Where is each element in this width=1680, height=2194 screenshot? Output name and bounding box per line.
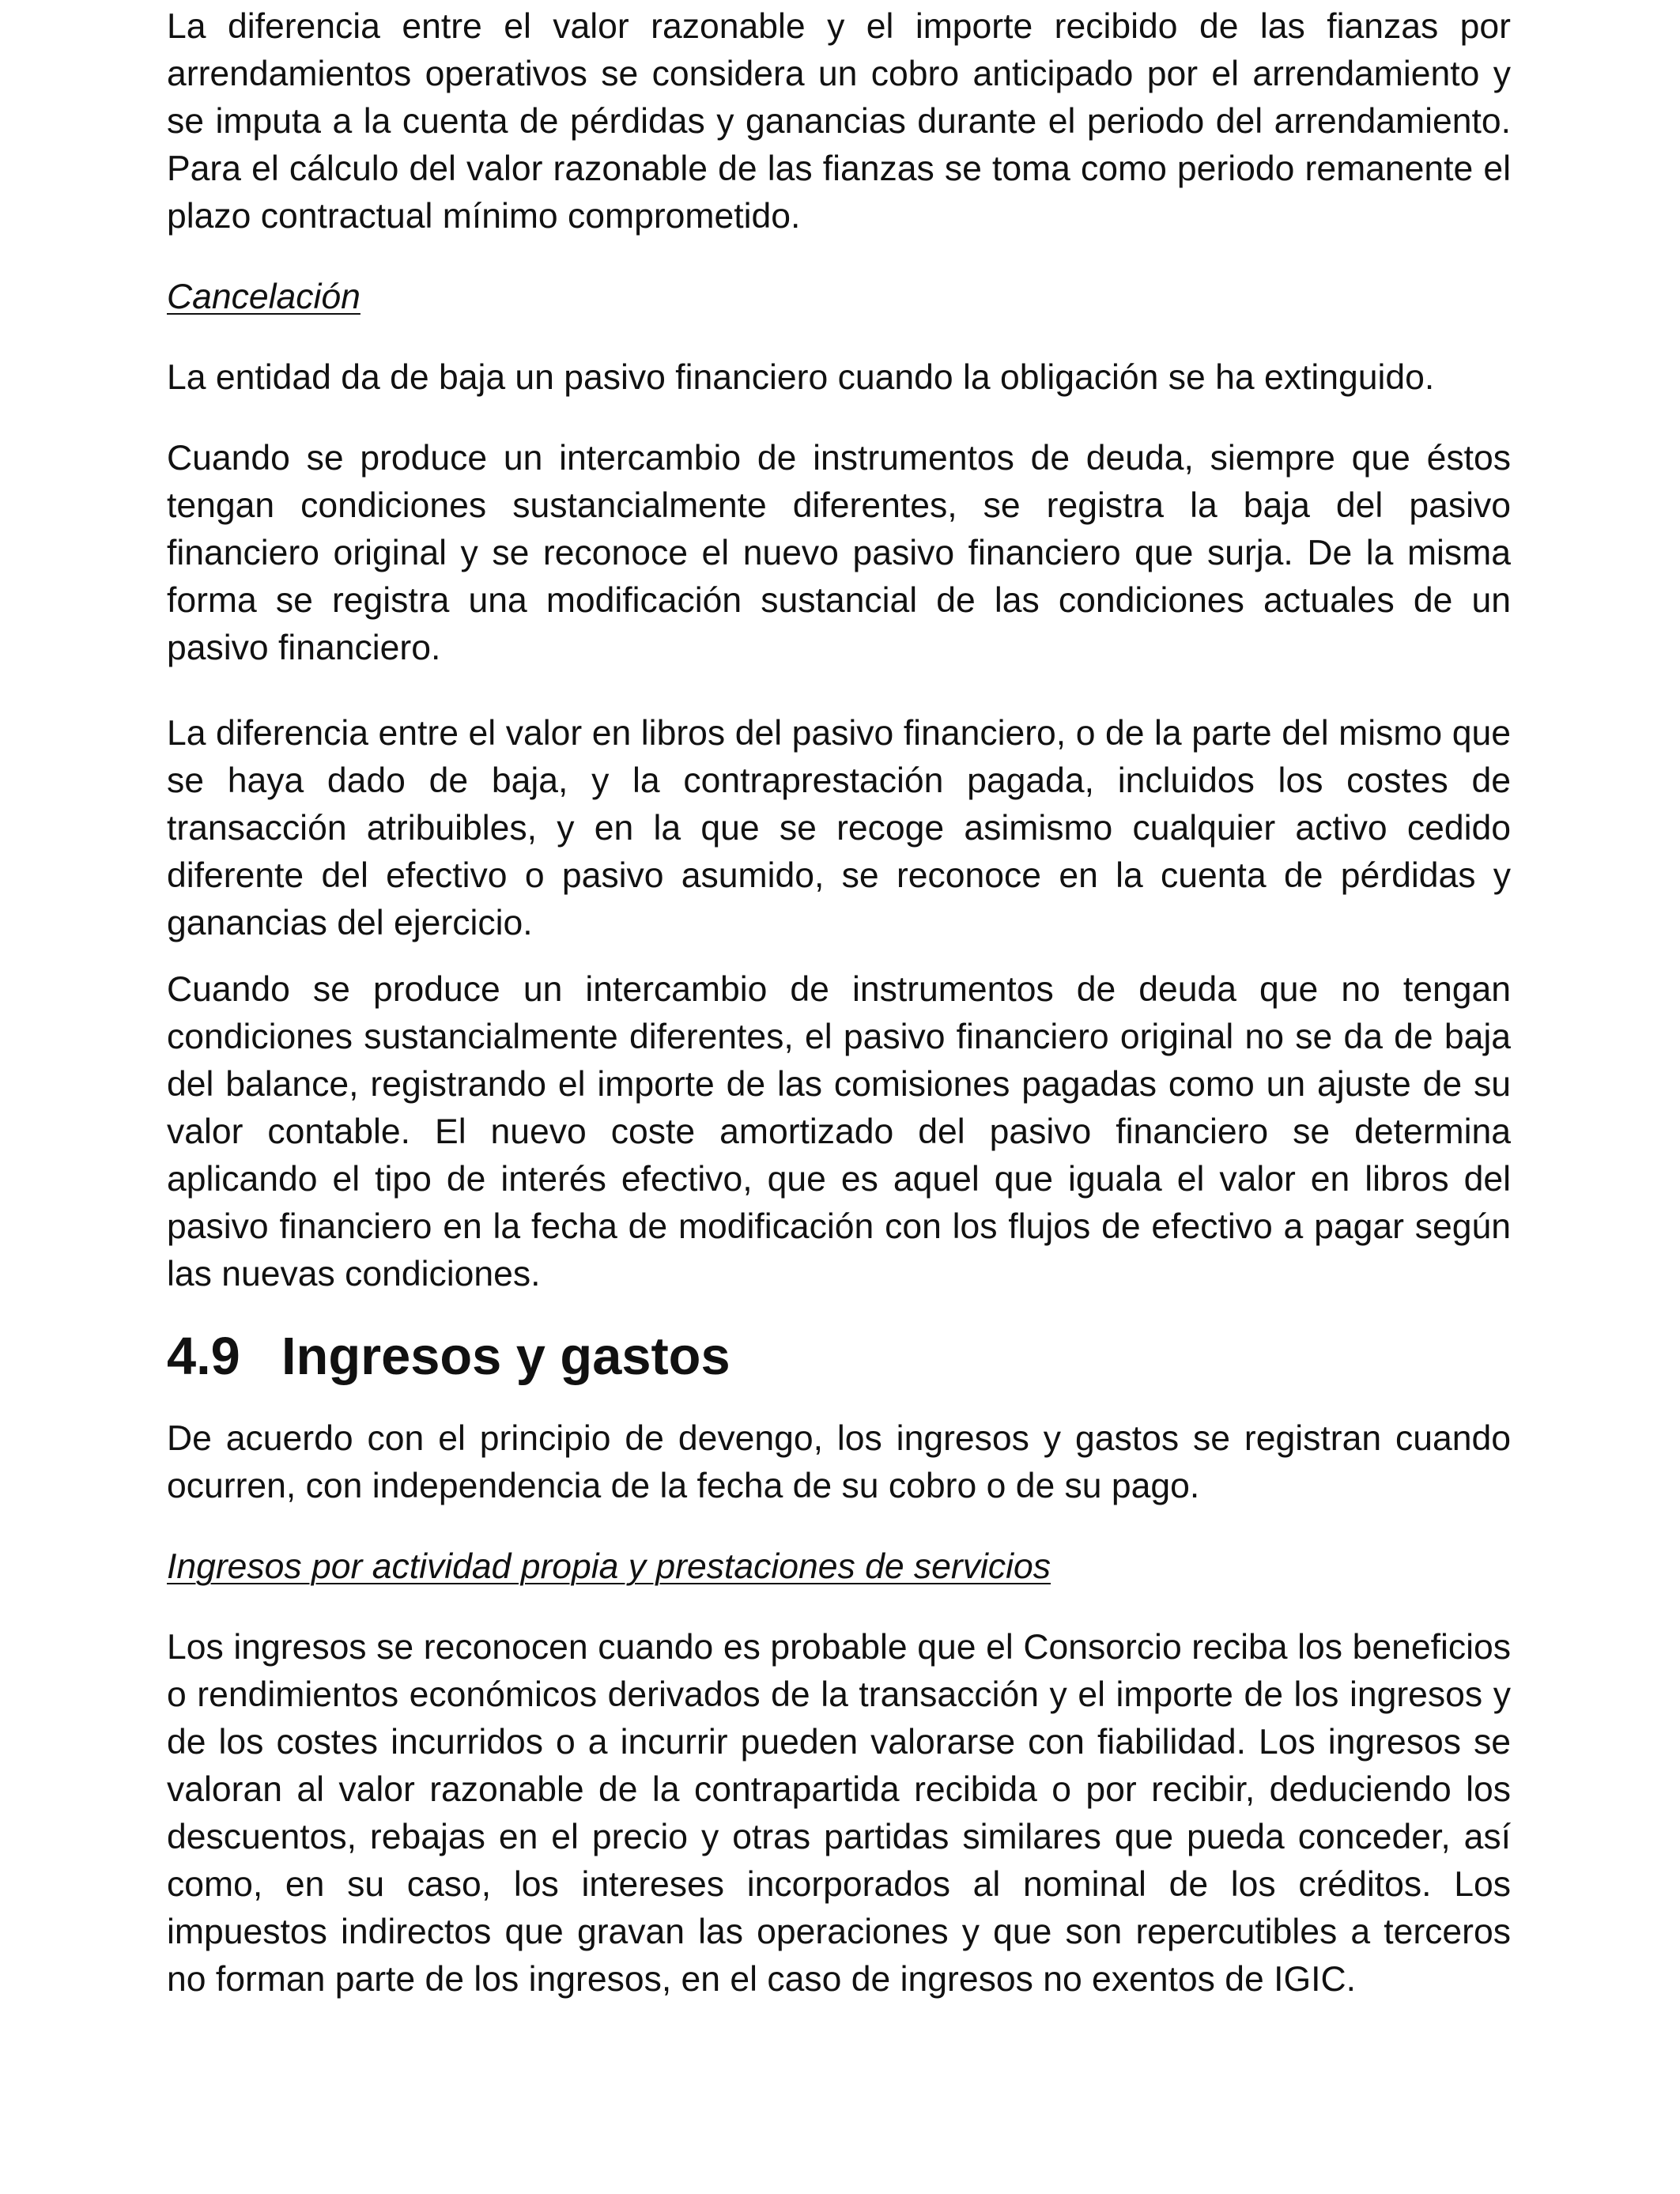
paragraph-intercambio-deuda: Cuando se produce un intercambio de instrumentos de deuda, siempre que éstos tengan condiciones sustancialmente diferentes, se registra la baja del pasivo financiero original y se reconoce el nuevo pasivo financiero que surja. De la misma forma se registra una modificación sustancial de las condiciones actuales de un pasivo financiero. <box>167 439 1511 667</box>
document-page <box>167 3 1511 2003</box>
section-heading-ingresos-gastos <box>167 1327 1511 1386</box>
paragraph-fianzas-valor-razonable: La diferencia entre el valor razonable y el importe recibido de las fianzas por arrendamientos operativos se considera un cobro anticipado por el arrendamiento y se imputa a la cuenta de pérdidas y ganancias durante el periodo del arrendamiento. Para el cálculo del valor razonable de las fianzas se toma como periodo remanente el plazo contractual mínimo comprometido. <box>167 7 1511 236</box>
paragraph-reconocimiento-ingresos: Los ingresos se reconocen cuando es probable que el Consorcio reciba los beneficios o rendimientos económicos derivados de la transacción y el importe de los ingresos y de los costes incurridos o a incurrir pueden valorarse con fiabilidad. Los ingresos se valoran al valor razonable de la contrapartida recibida o por recibir, deduciendo los descuentos, rebajas en el precio y otras partidas similares que pueda conceder, así como, en su caso, los intereses incorporados al nominal de los créditos. Los impuestos indirectos que gravan las operaciones y que son repercutibles a terceros no forman parte de los ingresos, en el caso de ingresos no exentos de IGIC. <box>167 1628 1511 1999</box>
paragraph-baja-pasivo: La entidad da de baja un pasivo financiero cuando la obligación se ha extinguido. <box>167 358 1435 397</box>
subheading-ingresos-actividad: Ingresos por actividad propia y prestaciones de servicios <box>167 1547 1051 1586</box>
subheading-cancelacion: Cancelación <box>167 278 361 316</box>
paragraph-principio-devengo: De acuerdo con el principio de devengo, los ingresos y gastos se registran cuando ocurren, con independencia de la fecha de su cobro o de su pago. <box>167 1419 1511 1505</box>
section-number: 4.9 <box>167 1327 240 1386</box>
paragraph-diferencia-valor-libros: La diferencia entre el valor en libros del pasivo financiero, o de la parte del mismo que se haya dado de baja, y la contraprestación pagada, incluidos los costes de transacción atribuibles, y en la que se recoge asimismo cualquier activo cedido diferente del efectivo o pasivo asumido, se reconoce en la cuenta de pérdidas y ganancias del ejercicio. <box>167 714 1511 942</box>
section-title: Ingresos y gastos <box>281 1327 731 1386</box>
paragraph-intercambio-sin-diferencias: Cuando se produce un intercambio de instrumentos de deuda que no tengan condiciones sustancialmente diferentes, el pasivo financiero original no se da de baja del balance, registrando el importe de las comisiones pagadas como un ajuste de su valor contable. El nuevo coste amortizado del pasivo financiero se determina aplicando el tipo de interés efectivo, que es aquel que iguala el valor en libros del pasivo financiero en la fecha de modificación con los flujos de efectivo a pagar según las nuevas condiciones. <box>167 970 1511 1293</box>
